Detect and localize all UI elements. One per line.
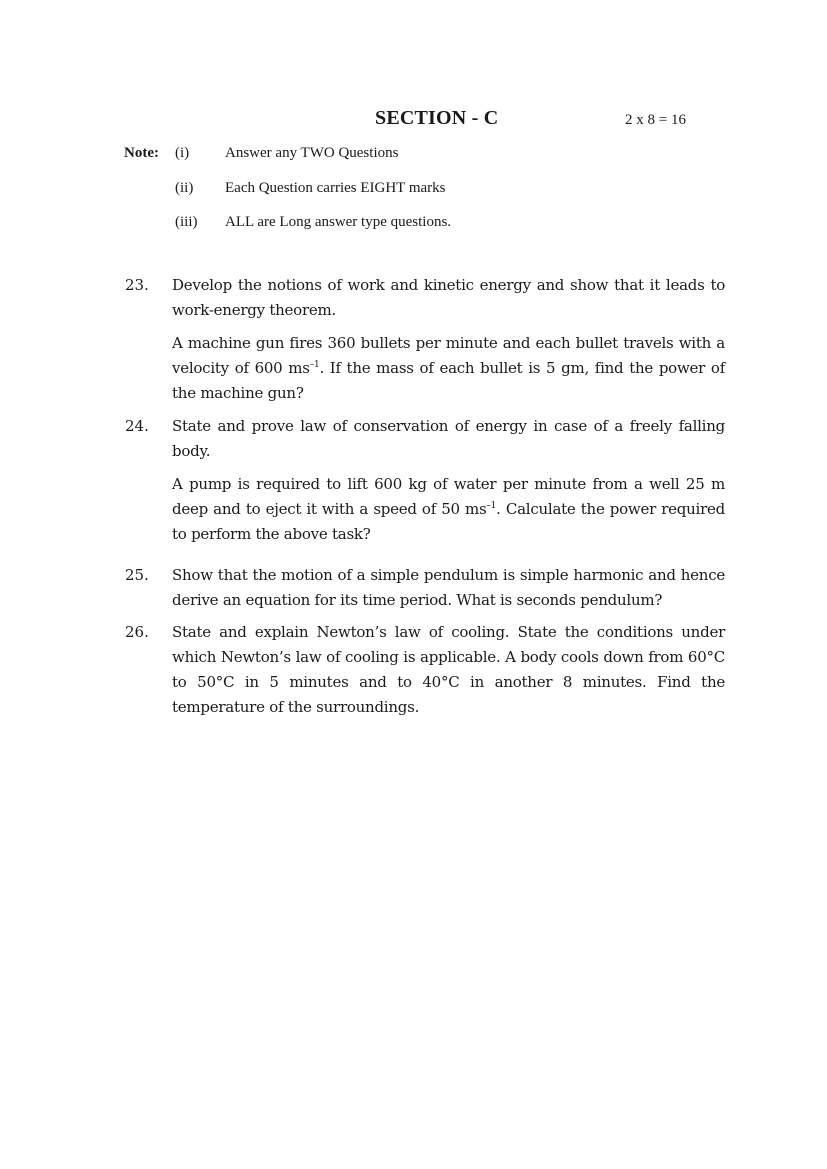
- unit-exponent: –1: [309, 360, 320, 370]
- question-number: 24.: [125, 417, 149, 435]
- note-item-text: Each Question carries EIGHT marks: [225, 180, 446, 196]
- question-problem-text: . Calculate the power required to perform the above task?: [172, 500, 725, 543]
- unit-exponent: –1: [486, 501, 497, 511]
- question-number: 26.: [125, 623, 149, 641]
- section-marks: 2 x 8 = 16: [625, 112, 686, 128]
- note-label: Note:: [124, 145, 159, 161]
- question-text: Develop the notions of work and kinetic energy and show that it leads to work-energy theorem.: [172, 276, 725, 319]
- question-problem-text: A pump is required to lift 600 kg of water per minute from a well 25 m deep and to eject it with a speed of 50 ms: [172, 475, 725, 518]
- section-title: SECTION - C: [375, 107, 499, 129]
- note-item-number: (iii): [175, 214, 198, 230]
- question-number: 23.: [125, 276, 149, 294]
- question-number: 25.: [125, 566, 149, 584]
- note-item-text: Answer any TWO Questions: [225, 145, 399, 161]
- question-problem-text: . If the mass of each bullet is 5 gm, find the power of the machine gun?: [172, 359, 725, 402]
- question-problem: [172, 472, 725, 547]
- question-problem-text: A machine gun fires 360 bullets per minute and each bullet travels with a velocity of 600 ms: [172, 334, 725, 377]
- note-item-number: (ii): [175, 180, 194, 196]
- question-text: Show that the motion of a simple pendulum is simple harmonic and hence derive an equation for its time period. What is seconds pendulum?: [172, 566, 725, 609]
- question-text: State and explain Newton’s law of cooling. State the conditions under which Newton’s law of cooling is applicable. A body cools down from 60°C to 50°C in 5 minutes and to 40°C in another 8 minutes. Find the temperature of the surroundings.: [172, 623, 725, 716]
- note-item-text: ALL are Long answer type questions.: [225, 214, 452, 230]
- question-text: State and prove law of conservation of energy in case of a freely falling body.: [172, 417, 725, 460]
- note-item-number: (i): [175, 145, 190, 161]
- question-problem: [172, 331, 725, 406]
